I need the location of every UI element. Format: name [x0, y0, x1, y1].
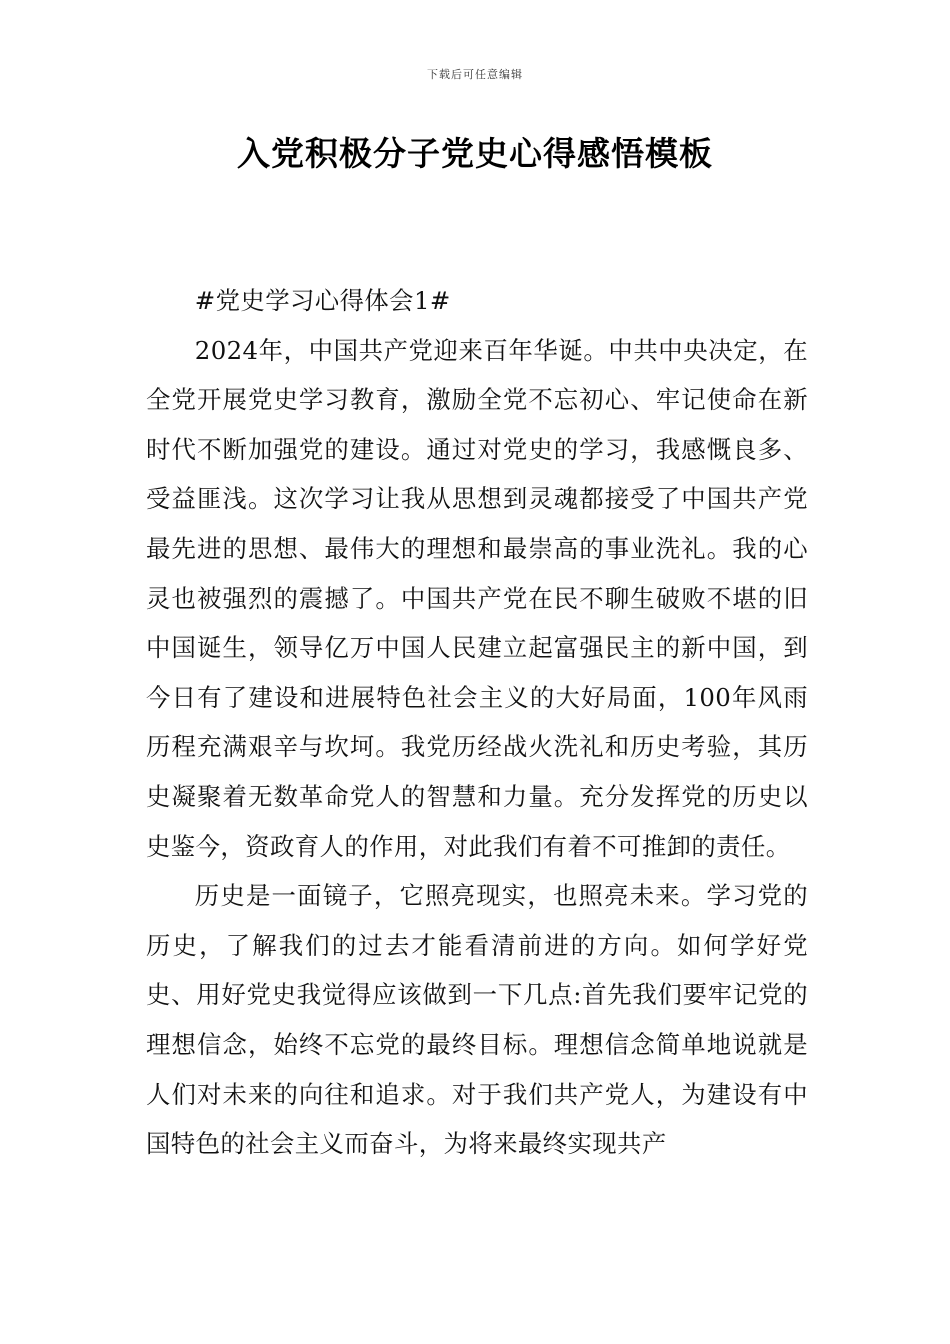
section-heading: #党史学习心得体会1# [194, 286, 451, 315]
body-paragraph: 2024年，中国共产党迎来百年华诞。中共中央决定，在全党开展党史学习教育，激励全党不忘初心、牢记使命在新时代不断加强党的建设。通过对党史的学习，我感慨良多、受益匪浅。这次学习让我从思想到灵魂都接受了中国共产党最先进的思想、最伟大的理想和最崇高的事业洗礼。我的心灵也被强烈的震撼了。中国共产党在民不聊生破败不堪的旧中国诞生，领导亿万中国人民建立起富强民主的新中国，到今日有了建设和进展特色社会主义的大好局面，100年风雨历程充满艰辛与坎坷。我党历经战火洗礼和历史考验，其历史凝聚着无数革命党人的智慧和力量。充分发挥党的历史以史鉴今，资政育人的作用，对此我们有着不可推卸的责任。 [146, 335, 808, 861]
document-body [146, 276, 808, 1169]
header-note: 下载后可任意编辑 [427, 68, 523, 81]
body-paragraph: 历史是一面镜子，它照亮现实，也照亮未来。学习党的历史，了解我们的过去才能看清前进的方向。如何学好党史、用好党史我觉得应该做到一下几点:首先我们要牢记党的理想信念，始终不忘党的最终目标。理想信念简单地说就是人们对未来的向往和追求。对于我们共产党人，为建设有中国特色的社会主义而奋斗，为将来最终实现共产 [146, 881, 808, 1159]
document-title: 入党积极分子党史心得感悟模板 [237, 134, 713, 173]
